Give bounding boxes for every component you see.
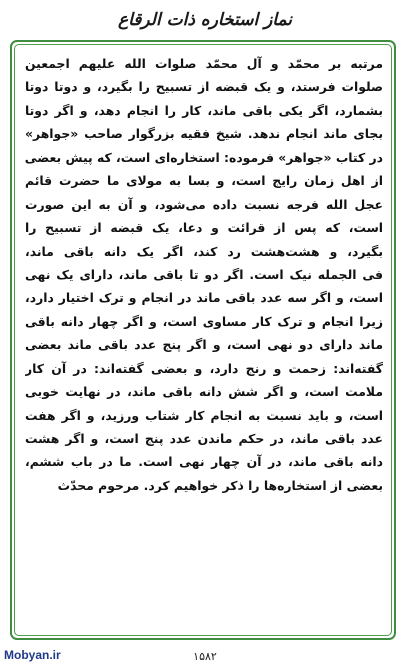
- text-line: در کتاب «جواهر» فرموده: استخاره‌ای است، که پیش بعضی: [25, 149, 383, 165]
- text-line: دانه باقی ماند، در آن چهار نهی است. ما در باب ششم،: [25, 454, 383, 470]
- text-line: فی الجمله نیک است. اگر دو تا باقی ماند، دارای یک نهی: [25, 266, 383, 282]
- text-line: است، و باید نسبت به انجام کار شتاب ورزید، و اگر هفت: [25, 407, 383, 423]
- text-line: عجل الله فرجه نسبت داده می‌شود، و آن به این صورت: [25, 196, 383, 212]
- body-text: [25, 52, 383, 497]
- text-line: زیرا انجام و ترک کار مساوی است، و اگر چهار دانه باقی: [25, 313, 383, 329]
- text-line: ماند دارای دو نهی است، و اگر پنج عدد باقی ماند بعضی: [25, 337, 383, 353]
- text-line: است، و اگر سه عدد باقی ماند در انجام و ترک اختیار دارد،: [25, 290, 383, 306]
- text-line: صلوات فرستد، و یک قبضه از تسبیح را بگیرد، و دوتا دوتا: [25, 79, 383, 95]
- text-line: بشمارد، اگر یکی باقی ماند، کار را انجام دهد، و اگر دوتا: [25, 102, 383, 118]
- page-number: ۱۵۸۲: [193, 650, 217, 663]
- text-line: گفته‌اند: زحمت و رنج دارد، و بعضی گفته‌اند: در آن کار: [25, 360, 383, 376]
- text-line: ملامت است، و اگر شش دانه باقی ماند، در نهایت خوبی: [25, 384, 383, 400]
- text-line: از اهل زمان رایج است، و بسا به مولای ما حضرت قائم: [25, 173, 383, 189]
- site-watermark: Mobyan.ir: [4, 648, 61, 662]
- text-line: عدد باقی ماند، در حکم ماندن عدد پنج است، و اگر هشت: [25, 431, 383, 446]
- text-line: بعضی از استخاره‌ها را ذکر خواهیم کرد. مرحوم محدّث: [57, 477, 383, 493]
- text-line: بجای ماند انجام ندهد. شیخ فقیه بزرگوار صاحب «جواهر»: [25, 126, 383, 142]
- text-line: مرتبه بر محمّد و آل محمّد صلوات الله علیهم اجمعین: [25, 56, 383, 71]
- page-header-title: نماز استخاره ذات الرقاع: [117, 10, 293, 30]
- text-line: بگیرد، و هشت‌هشت رد کند، اگر یک دانه باقی ماند،: [25, 243, 383, 259]
- text-line: است، که پس از قرائت و دعا، یک قبضه از تسبیح را: [25, 220, 383, 236]
